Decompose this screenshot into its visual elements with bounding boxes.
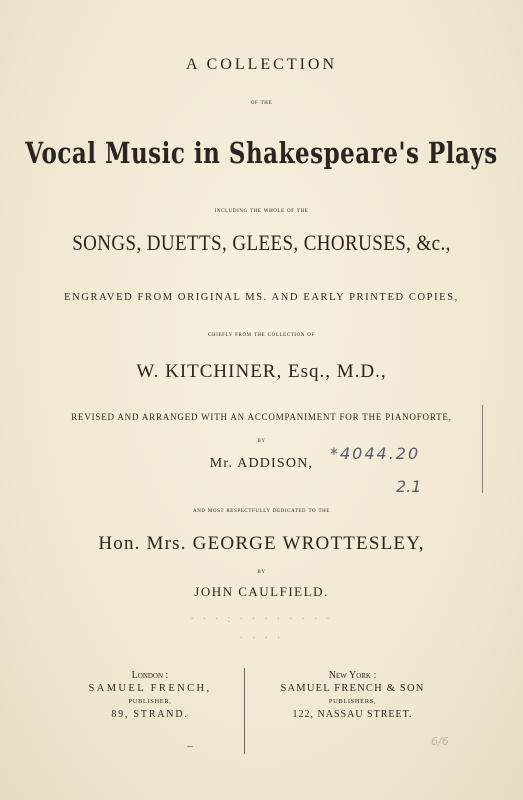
- title-line-addison: Mr. ADDISON,: [209, 456, 314, 471]
- main-title: Vocal Music in Shakespeare's Plays: [25, 136, 498, 171]
- title-line-caulfield: JOHN CAULFIELD.: [194, 584, 329, 599]
- imprint-newyork-publisher: SAMUEL FRENCH & SON: [280, 683, 425, 694]
- title-line-by-1: by: [257, 437, 266, 444]
- imprint-london-publisher: SAMUEL FRENCH,: [88, 683, 212, 694]
- faded-stamp-line-1: · · · : · · · · · · · ·: [190, 613, 333, 625]
- catalog-number-annotation: *4044.20: [330, 444, 421, 463]
- catalog-sub-annotation: 2.1: [396, 477, 422, 496]
- imprint-newyork: [250, 670, 455, 720]
- title-line-dedicated: and most respectfully dedicated to the: [193, 507, 330, 514]
- margin-pencil-mark: [482, 405, 483, 493]
- imprint-newyork-address: 122, NASSAU STREET.: [292, 709, 413, 720]
- title-line-including: including the whole of the: [214, 207, 309, 214]
- title-line-by-2: by: [257, 568, 266, 575]
- page-blemish: [187, 746, 193, 747]
- title-line-wrottesley: Hon. Mrs. GEORGE WROTTESLEY,: [98, 533, 425, 554]
- faded-stamp-line-2: · · · ·: [239, 632, 284, 644]
- title-line-of-the: of the: [250, 99, 273, 106]
- margin-note-annotation: 6/6: [431, 735, 449, 748]
- imprint-london-role: PUBLISHER,: [128, 698, 172, 705]
- imprint-london-address: 89, STRAND.: [111, 709, 189, 720]
- title-line-chiefly: chiefly from the collection of: [208, 331, 315, 338]
- title-line-collection: A COLLECTION: [185, 56, 338, 73]
- title-line-revised: REVISED AND ARRANGED WITH AN ACCOMPANIMENT FOR THE PIANOFORTE,: [71, 412, 452, 422]
- title-line-kitchiner: W. KITCHINER, Esq., M.D.,: [136, 361, 387, 382]
- imprint-london-city: London :: [131, 670, 169, 681]
- imprint-london: [60, 670, 240, 720]
- imprint-newyork-role: PUBLISHERS,: [328, 698, 377, 705]
- imprint-newyork-city: New York :: [328, 670, 377, 681]
- title-line-songs: SONGS, DUETTS, GLEES, CHORUSES, &c.,: [72, 231, 451, 256]
- imprint-divider: [244, 668, 245, 754]
- title-line-engraved: ENGRAVED FROM ORIGINAL MS. AND EARLY PRINTED COPIES,: [64, 292, 459, 303]
